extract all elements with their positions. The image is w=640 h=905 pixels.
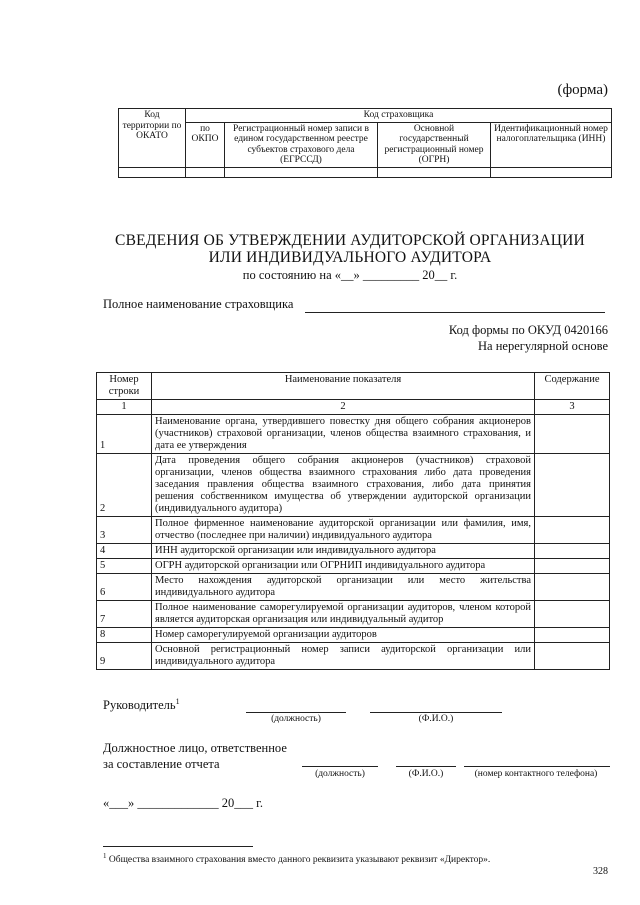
- okud-block: [449, 322, 608, 354]
- egrssd-header: Регистрационный номер записи в едином государственном реестре субъектов страхового дела (ЕГРССД): [225, 122, 378, 167]
- table-row: [97, 574, 610, 601]
- official-position-caption: (должность): [315, 769, 365, 779]
- official-position-field[interactable]: [302, 766, 378, 767]
- official-label-line-1: Должностное лицо, ответственное: [103, 741, 287, 755]
- row-number: 5: [97, 559, 152, 574]
- table-row: [97, 544, 610, 559]
- okato-cell[interactable]: [119, 167, 186, 177]
- footnote: [103, 852, 490, 865]
- row-number: 9: [97, 643, 152, 670]
- title-line-1: СВЕДЕНИЯ ОБ УТВЕРЖДЕНИИ АУДИТОРСКОЙ ОРГАНИЗАЦИИ: [115, 232, 585, 249]
- row-indicator: Полное наименование саморегулируемой организации аудиторов, членом которой является аудиторская организация или индивидуальный аудитор: [152, 601, 535, 628]
- official-label-line-2: за составление отчета: [103, 757, 220, 771]
- head-fio-field[interactable]: [370, 712, 502, 713]
- periodicity: На нерегулярной основе: [478, 339, 608, 353]
- head-footnote-mark: 1: [175, 697, 180, 706]
- col-idx-3: 3: [535, 400, 610, 415]
- report-date[interactable]: «___» _____________ 20___ г.: [103, 796, 263, 810]
- ogrn-header: Основной государственный регистрационный номер (ОГРН): [378, 122, 491, 167]
- row-value-cell[interactable]: [535, 601, 610, 628]
- ogrn-cell[interactable]: [378, 167, 491, 177]
- table-row: [97, 643, 610, 670]
- indicators-table: [96, 372, 610, 670]
- row-number: 4: [97, 544, 152, 559]
- row-value-cell[interactable]: [535, 574, 610, 601]
- okud-code: Код формы по ОКУД 0420166: [448, 323, 608, 337]
- head-position-field[interactable]: [246, 712, 346, 713]
- col-value-header: Содержание: [535, 373, 610, 400]
- row-indicator: ОГРН аудиторской организации или ОГРНИП индивидуального аудитора: [152, 559, 535, 574]
- form-mark: (форма): [557, 82, 608, 98]
- row-value-cell[interactable]: [535, 517, 610, 544]
- row-value-cell[interactable]: [535, 454, 610, 517]
- egrssd-cell[interactable]: [225, 167, 378, 177]
- inn-header: Идентификационный номер налогоплательщика (ИНН): [491, 122, 612, 167]
- col-num-header: Номер строки: [97, 373, 152, 400]
- table-row: [97, 415, 610, 454]
- official-phone-caption: (номер контактного телефона): [474, 769, 598, 779]
- insurer-name-label: Полное наименование страховщика: [103, 297, 294, 311]
- table-row: [97, 628, 610, 643]
- row-indicator: Наименование органа, утвердившего повестку дня общего собрания акционеров (участников) страховой организации, членов общества взаимного страхования, и дата ее утверждения: [152, 415, 535, 454]
- footnote-mark: 1: [103, 852, 107, 860]
- table-row: [97, 559, 610, 574]
- codes-table: [118, 108, 612, 178]
- col-idx-2: 2: [152, 400, 535, 415]
- row-number: 8: [97, 628, 152, 643]
- row-value-cell[interactable]: [535, 628, 610, 643]
- row-number: 7: [97, 601, 152, 628]
- title-line-2: ИЛИ ИНДИВИДУАЛЬНОГО АУДИТОРА: [208, 249, 492, 266]
- row-indicator: Основной регистрационный номер записи аудиторской организации или индивидуального аудитора: [152, 643, 535, 670]
- head-fio-caption: (Ф.И.О.): [418, 714, 454, 724]
- as-of-date: по состоянию на «__» _________ 20__ г.: [242, 268, 458, 282]
- table-row: [97, 601, 610, 628]
- inn-cell[interactable]: [491, 167, 612, 177]
- row-indicator: Полное фирменное наименование аудиторской организации или фамилия, имя, отчество (последнее при наличии) индивидуального аудитора: [152, 517, 535, 544]
- row-value-cell[interactable]: [535, 544, 610, 559]
- official-fio-caption: (Ф.И.О.): [408, 769, 444, 779]
- okato-header: Код территории по ОКАТО: [119, 109, 186, 168]
- official-phone-field[interactable]: [464, 766, 610, 767]
- table-row: [97, 517, 610, 544]
- row-value-cell[interactable]: [535, 559, 610, 574]
- row-number: 2: [97, 454, 152, 517]
- row-number: 3: [97, 517, 152, 544]
- insurer-code-header: Код страховщика: [186, 109, 612, 123]
- col-idx-1: 1: [97, 400, 152, 415]
- page-number: 328: [593, 866, 608, 877]
- footnote-text: Общества взаимного страхования вместо данного реквизита указывают реквизит «Директор».: [108, 855, 491, 866]
- official-fio-field[interactable]: [396, 766, 456, 767]
- document-title: [60, 232, 640, 266]
- okpo-cell[interactable]: [186, 167, 225, 177]
- head-label-text: Руководитель: [103, 698, 176, 713]
- row-number: 1: [97, 415, 152, 454]
- footnote-divider: [103, 846, 253, 847]
- col-name-header: Наименование показателя: [152, 373, 535, 400]
- head-position-caption: (должность): [271, 714, 321, 724]
- table-row: [97, 454, 610, 517]
- official-label: [103, 740, 287, 772]
- head-label: [103, 697, 180, 713]
- row-indicator: Номер саморегулируемой организации аудиторов: [152, 628, 535, 643]
- row-number: 6: [97, 574, 152, 601]
- row-indicator: ИНН аудиторской организации или индивидуального аудитора: [152, 544, 535, 559]
- okpo-header: по ОКПО: [186, 122, 225, 167]
- row-indicator: Дата проведения общего собрания акционеров (участников) страховой организации, членов общества взаимного страхования либо дата проведения заседания правления общества взаимного страхования, либо дата принятия решения собственником имущества об утверждении аудиторской организации (индивидуального аудитора): [152, 454, 535, 517]
- row-value-cell[interactable]: [535, 415, 610, 454]
- insurer-name-field[interactable]: [305, 312, 605, 313]
- row-value-cell[interactable]: [535, 643, 610, 670]
- row-indicator: Место нахождения аудиторской организации или место жительства индивидуального аудитора: [152, 574, 535, 601]
